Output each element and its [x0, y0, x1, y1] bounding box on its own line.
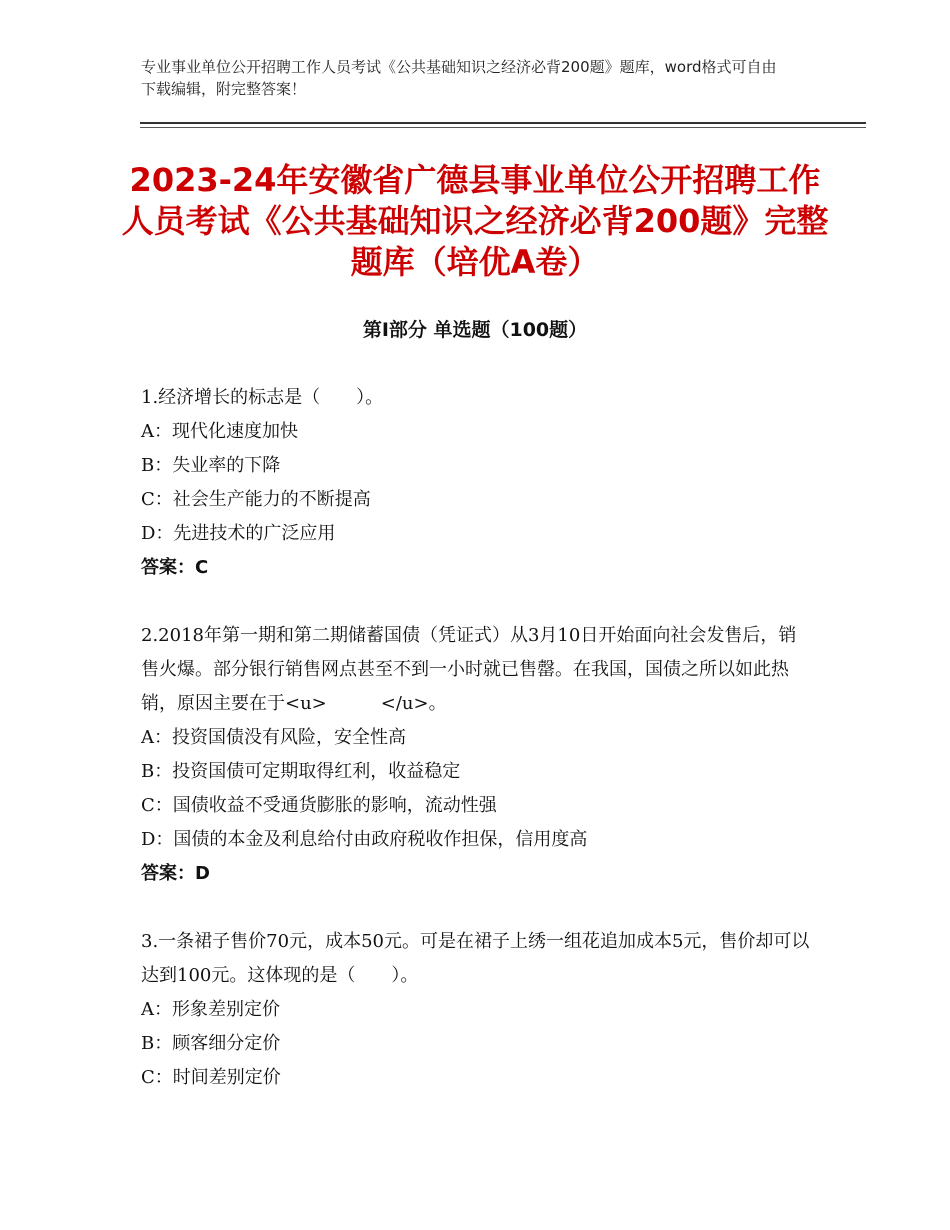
question-stem: 3.一条裙子售价70元，成本50元。可是在裙子上绣一组花追加成本5元，售价却可以达到100元。这体现的是（ ）。 [141, 931, 810, 986]
option-b: B：投资国债可定期取得红利，收益稳定 [141, 761, 461, 782]
question-3 [141, 925, 811, 1095]
option-b: B：失业率的下降 [141, 455, 281, 476]
option-d: D：先进技术的广泛应用 [141, 523, 336, 544]
option-d: D：国债的本金及利息给付由政府税收作担保，信用度高 [141, 829, 588, 850]
question-2 [141, 619, 811, 891]
option-a: A：现代化速度加快 [141, 421, 298, 442]
option-b: B：顾客细分定价 [141, 1033, 281, 1054]
question-stem: 2.2018年第一期和第二期储蓄国债（凭证式）从3月10日开始面向社会发售后，销售火爆。部分银行销售网点甚至不到一小时就已售罄。在我国，国债之所以如此热销，原因主要在于<u> </u>。 [141, 625, 797, 714]
header-rule-thin [140, 127, 866, 128]
header-note: 专业事业单位公开招聘工作人员考试《公共基础知识之经济必背200题》题库，word格式可自由下载编辑，附完整答案！ [141, 58, 777, 98]
document-title: 2023-24年安徽省广德县事业单位公开招聘工作人员考试《公共基础知识之经济必背200题》完整题库（培优A卷） [121, 161, 829, 281]
option-c: C：时间差别定价 [141, 1067, 281, 1088]
question-stem: 1.经济增长的标志是（ ）。 [141, 387, 384, 408]
option-c: C：社会生产能力的不断提高 [141, 489, 371, 510]
answer: 答案：C [141, 557, 209, 578]
question-1 [141, 381, 811, 585]
header-rule-thick [140, 122, 866, 124]
section-title: 第I部分 单选题（100题） [362, 319, 588, 341]
option-a: A：形象差别定价 [141, 999, 280, 1020]
option-a: A：投资国债没有风险，安全性高 [141, 727, 406, 748]
answer: 答案：D [141, 863, 210, 884]
option-c: C：国债收益不受通货膨胀的影响，流动性强 [141, 795, 497, 816]
